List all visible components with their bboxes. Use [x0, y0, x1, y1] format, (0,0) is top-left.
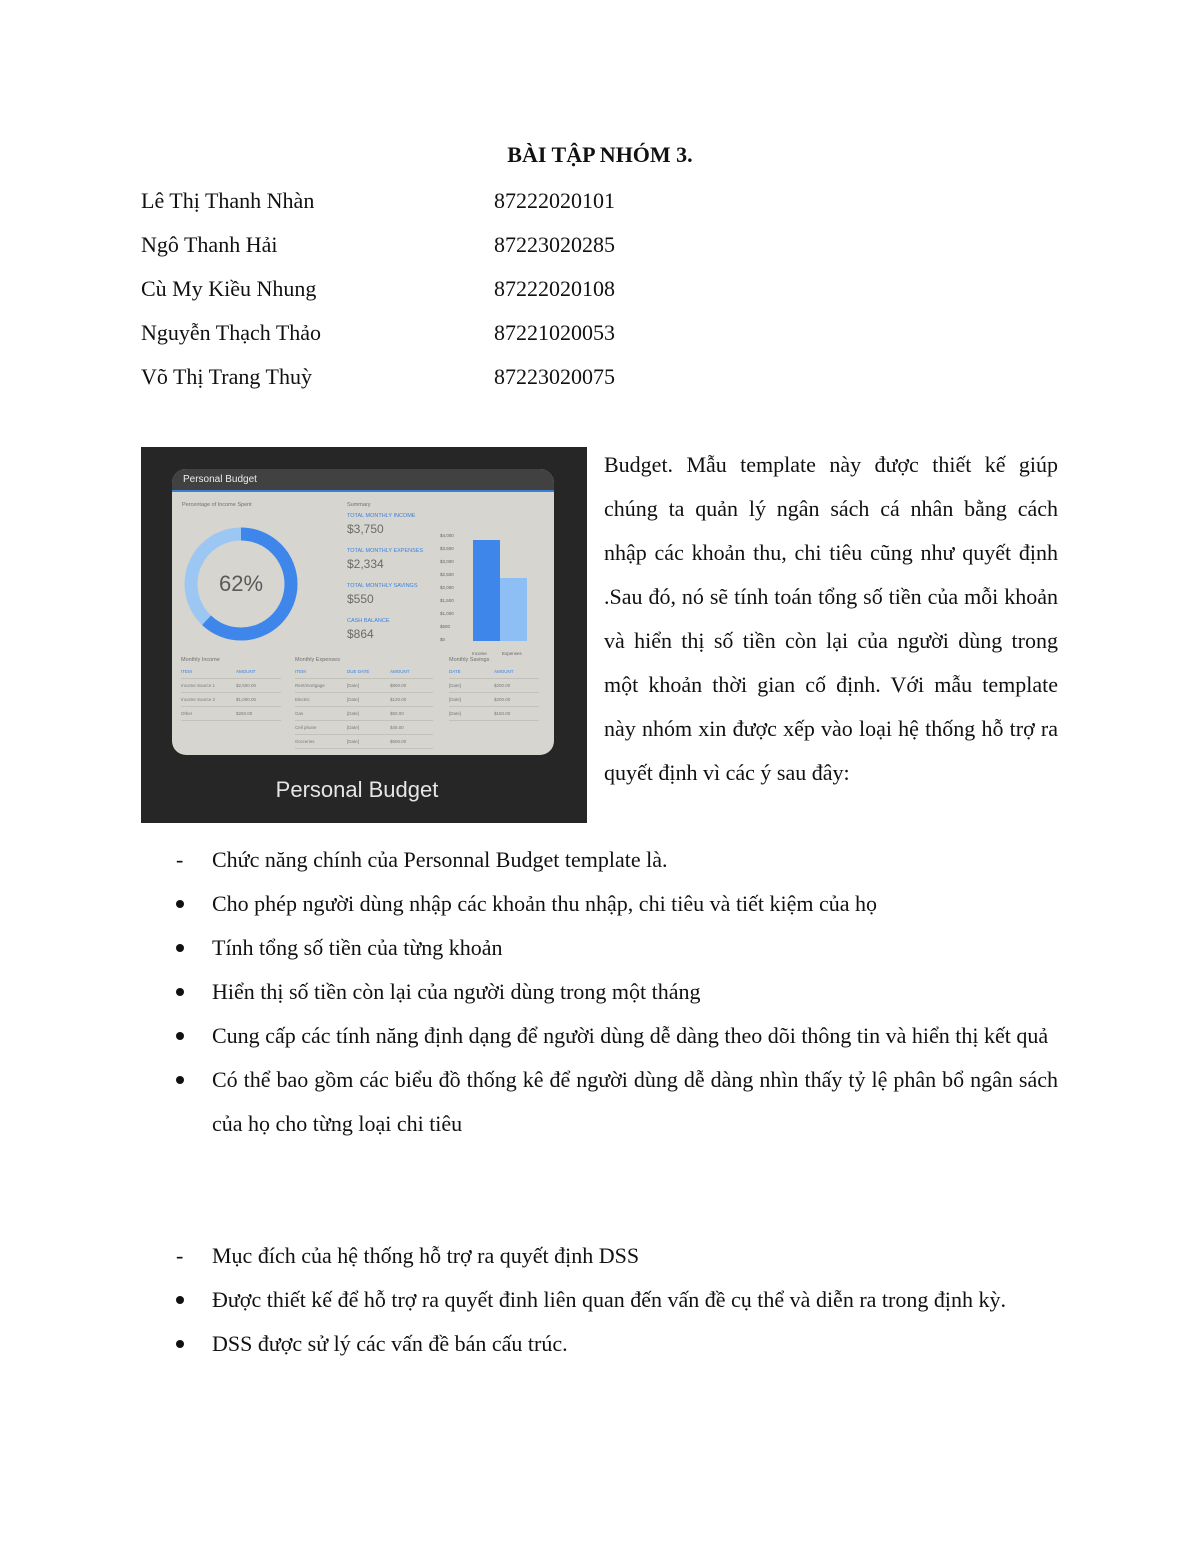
header-cell: ITEM — [181, 669, 192, 674]
summary-item-value: $550 — [347, 592, 374, 606]
summary-item-value: $2,334 — [347, 557, 384, 571]
member-name: Nguyễn Thạch Thảo — [141, 320, 322, 345]
header-cell: DATE — [449, 669, 461, 674]
member-row — [141, 316, 841, 360]
cell: Income Source 2 — [181, 697, 216, 702]
summary-label: Summary — [347, 502, 371, 508]
figure-caption: Personal Budget — [275, 777, 439, 802]
list-item — [212, 1278, 1058, 1322]
purpose-list — [0, 1234, 1200, 1366]
budget-tables — [181, 657, 545, 749]
list-item — [212, 1322, 1058, 1366]
legend-income: Income — [472, 651, 487, 656]
member-name: Cù My Kiều Nhung — [141, 276, 317, 301]
cell: Other — [181, 711, 193, 716]
member-list — [141, 184, 841, 404]
y-tick-label: $2,000 — [440, 585, 454, 590]
table-header — [181, 665, 281, 679]
bullet-icon — [176, 882, 196, 926]
donut-label: Percentage of Income Spent — [182, 502, 252, 508]
member-id: 87222020101 — [494, 188, 615, 213]
table-row — [295, 679, 433, 693]
list-text: Mục đích của hệ thống hỗ trợ ra quyết định DSS — [212, 1243, 640, 1268]
bullet-icon — [176, 970, 196, 1014]
document-title: BÀI TẬP NHÓM 3. — [507, 142, 693, 167]
cell: [Date] — [347, 683, 360, 688]
list-item — [176, 1234, 1058, 1278]
header-cell: ITEM — [295, 669, 306, 674]
cell: Income Source 1 — [181, 683, 216, 688]
list-item — [212, 1058, 1058, 1146]
summary-item-label: CASH BALANCE — [347, 618, 390, 624]
header-cell: DUE DATE — [347, 669, 370, 674]
cell: Groceries — [295, 739, 315, 744]
list-text: Có thể bao gồm các biểu đồ thống kê để người dùng dễ dàng nhìn thấy tỷ lệ phân bổ ngân sách của họ cho từng loại chi tiêu — [212, 1067, 1058, 1136]
bullet-icon — [176, 926, 196, 970]
intro-paragraph: Budget. Mẫu template này được thiết kế giúp chúng ta quản lý ngân sách cá nhân bằng cách nhập các khoản thu, chi tiêu cũng như quyết định .Sau đó, nó sẽ tính toán tổng số tiền của mỗi khoản và hiển thị số tiền còn lại của người dùng trong một khoản thời gian cố định. Với mẫu template này nhóm xin được xếp vào loại hệ thống hỗ trợ ra quyết định vì các ý sau đây: — [604, 452, 1058, 785]
table-title: Monthly Savings — [449, 657, 490, 663]
table-row — [449, 693, 539, 707]
header-cell: AMOUNT — [494, 669, 514, 674]
list-item — [212, 926, 1058, 970]
list-item — [212, 882, 1058, 926]
dash-marker: - — [176, 1243, 184, 1268]
cell: Rent/mortgage — [295, 683, 325, 688]
cell: [Date] — [347, 725, 360, 730]
summary-item-label: TOTAL MONTHLY SAVINGS — [347, 583, 418, 589]
list-text: Cho phép người dùng nhập các khoản thu nhập, chi tiêu và tiết kiệm của họ — [212, 891, 878, 916]
member-row — [141, 272, 841, 316]
cell: Electric — [295, 697, 310, 702]
y-tick-label: $2,500 — [440, 572, 454, 577]
cell: $1,000.00 — [236, 697, 257, 702]
y-tick-label: $3,000 — [440, 559, 454, 564]
income-expense-bar-chart — [440, 533, 540, 648]
table-row — [181, 679, 281, 693]
member-id: 87222020108 — [494, 276, 615, 301]
cell: [Date] — [449, 711, 462, 716]
member-name: Ngô Thanh Hải — [141, 232, 278, 257]
member-id: 87221020053 — [494, 320, 615, 345]
cell: $150.00 — [494, 711, 511, 716]
cell: Cell phone — [295, 725, 317, 730]
table-row — [295, 735, 433, 749]
list-item — [212, 1014, 1058, 1058]
cell: [Date] — [347, 739, 360, 744]
dash-marker: - — [176, 847, 184, 872]
table-row — [181, 707, 281, 721]
member-id: 87223020285 — [494, 232, 615, 257]
y-tick-label: $1,000 — [440, 611, 454, 616]
cell: [Date] — [449, 697, 462, 702]
header-cell: AMOUNT — [236, 669, 256, 674]
cell: $800.00 — [390, 683, 407, 688]
summary-item-value: $864 — [347, 627, 374, 641]
list-dash — [176, 838, 196, 882]
donut-chart — [182, 525, 300, 643]
table-header — [295, 665, 433, 679]
cell: $120.00 — [390, 697, 407, 702]
list-text: DSS được sử lý các vấn đề bán cấu trúc. — [212, 1331, 568, 1356]
table-row — [181, 693, 281, 707]
table-row — [449, 707, 539, 721]
list-item — [212, 970, 1058, 1014]
cell: Gas — [295, 711, 304, 716]
preview-title-bar: Personal Budget — [172, 469, 554, 492]
legend-expenses: Expenses — [502, 651, 522, 656]
member-name: Lê Thị Thanh Nhàn — [141, 188, 315, 213]
table-row — [295, 707, 433, 721]
bullet-icon — [176, 1014, 196, 1058]
member-id: 87223020075 — [494, 364, 615, 389]
y-tick-label: $3,500 — [440, 546, 454, 551]
table-title: Monthly Expenses — [295, 657, 340, 663]
donut-percent: 62% — [218, 571, 264, 596]
summary-item-value: $3,750 — [347, 522, 384, 536]
member-row — [141, 228, 841, 272]
cell: $250.00 — [236, 711, 253, 716]
list-text: Được thiết kế để hỗ trợ ra quyết đinh liên quan đến vấn đề cụ thể và diễn ra trong định kỳ. — [212, 1287, 1006, 1312]
table-title: Monthly Income — [181, 657, 220, 663]
cell: $200.00 — [494, 697, 511, 702]
cell: [Date] — [347, 711, 360, 716]
y-tick-label: $1,500 — [440, 598, 454, 603]
list-dash — [176, 1234, 196, 1278]
member-row — [141, 184, 841, 228]
cell: $2,500.00 — [236, 683, 257, 688]
header-cell: AMOUNT — [390, 669, 410, 674]
table-row — [295, 721, 433, 735]
summary-item-label: TOTAL MONTHLY EXPENSES — [347, 548, 424, 554]
cell: [Date] — [449, 683, 462, 688]
bullet-icon — [176, 1278, 196, 1322]
list-text: Tính tổng số tiền của từng khoản — [212, 935, 503, 960]
personal-budget-figure — [141, 447, 587, 823]
y-tick-label: $0 — [440, 637, 446, 642]
list-text: Chức năng chính của Personnal Budget template là. — [212, 847, 668, 872]
y-tick-label: $4,000 — [440, 533, 454, 538]
list-text: Cung cấp các tính năng định dạng để người dùng dễ dàng theo dõi thông tin và hiển thị kết quả — [212, 1023, 1049, 1048]
list-item — [176, 838, 1058, 882]
budget-template-preview — [172, 469, 554, 755]
member-name: Võ Thị Trang Thuỳ — [141, 364, 312, 389]
member-row — [141, 360, 841, 404]
bullet-icon — [176, 1322, 196, 1366]
cell: $500.00 — [390, 739, 407, 744]
function-list — [0, 838, 1200, 1146]
cell: $50.00 — [390, 711, 404, 716]
cell: $45.00 — [390, 725, 404, 730]
cell: $200.00 — [494, 683, 511, 688]
table-header — [449, 665, 539, 679]
summary-item-label: TOTAL MONTHLY INCOME — [347, 513, 416, 519]
table-row — [449, 679, 539, 693]
bar-income — [473, 540, 500, 641]
bullet-icon — [176, 1058, 196, 1102]
list-text: Hiển thị số tiền còn lại của người dùng trong một tháng — [212, 979, 701, 1004]
table-row — [295, 693, 433, 707]
bar-expenses — [500, 578, 527, 641]
cell: [Date] — [347, 697, 360, 702]
y-tick-label: $500 — [440, 624, 451, 629]
